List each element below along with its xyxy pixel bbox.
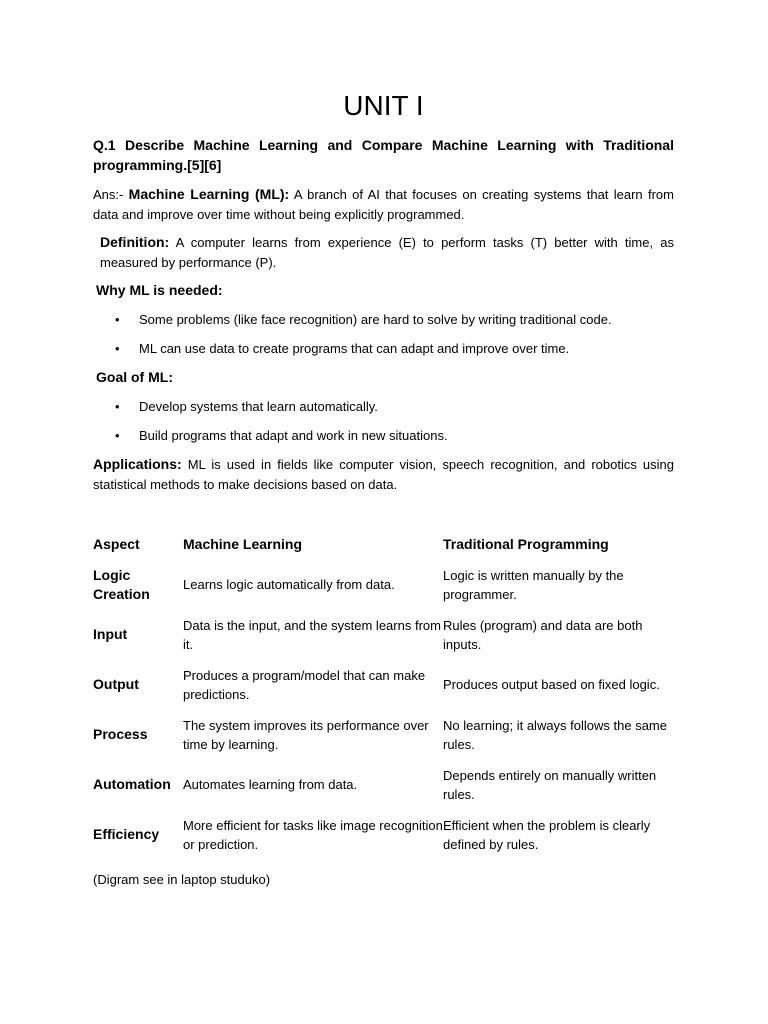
diagram-note: (Digram see in laptop studuko) xyxy=(93,872,271,887)
list-item xyxy=(93,397,674,416)
table-cell-aspect: Logic Creation xyxy=(93,566,150,602)
table-row xyxy=(93,660,674,710)
table-cell-ml: Data is the input, and the system learns from it. xyxy=(183,617,441,652)
table-row xyxy=(93,610,674,660)
bullet-icon: • xyxy=(115,341,120,356)
why-needed-list xyxy=(93,310,674,358)
table-cell-traditional: Rules (program) and data are both inputs. xyxy=(443,617,643,652)
applications-label: Applications: xyxy=(93,456,182,472)
header-machine-learning: Machine Learning xyxy=(183,536,303,553)
list-item-text: Develop systems that learn automatically. xyxy=(139,399,378,414)
list-item-text: ML can use data to create programs that can adapt and improve over time. xyxy=(139,341,570,356)
list-item xyxy=(93,310,674,329)
list-item-text: Some problems (like face recognition) are hard to solve by writing traditional code. xyxy=(139,312,612,327)
definition-text: A computer learns from experience (E) to perform tasks (T) better with time, as measured by performance (P). xyxy=(100,235,674,270)
list-item-text: Build programs that adapt and work in new situations. xyxy=(139,428,448,443)
answer-prefix: Ans:- xyxy=(93,187,129,202)
definition-label: Definition: xyxy=(100,234,170,250)
answer-paragraph xyxy=(93,185,674,224)
list-item xyxy=(93,339,674,358)
table-cell-traditional: Depends entirely on manually written rules. xyxy=(443,767,657,802)
table-cell-ml: More efficient for tasks like image recognition or prediction. xyxy=(183,817,443,852)
question-heading: Q.1 Describe Machine Learning and Compare Machine Learning with Traditional programming.[5][6] xyxy=(93,137,674,173)
table-cell-traditional: No learning; it always follows the same rules. xyxy=(443,717,667,752)
table-cell-traditional: Produces output based on fixed logic. xyxy=(443,677,660,693)
table-cell-aspect: Automation xyxy=(93,776,171,793)
table-header-row xyxy=(93,530,674,560)
table-row xyxy=(93,710,674,760)
table-cell-aspect: Output xyxy=(93,676,139,693)
table-cell-aspect: Process xyxy=(93,726,148,743)
goal-list xyxy=(93,397,674,445)
page-title: UNIT I xyxy=(343,90,424,121)
definition-paragraph xyxy=(93,233,674,272)
table-cell-ml: Learns logic automatically from data. xyxy=(183,577,395,593)
table-row xyxy=(93,560,674,610)
table-cell-traditional: Efficient when the problem is clearly defined by rules. xyxy=(443,817,651,852)
bullet-icon: • xyxy=(115,428,120,443)
table-cell-aspect: Efficiency xyxy=(93,826,160,843)
table-row xyxy=(93,810,674,860)
why-needed-heading: Why ML is needed: xyxy=(96,282,223,298)
applications-paragraph xyxy=(93,455,674,494)
header-traditional-programming: Traditional Programming xyxy=(443,536,609,553)
table-cell-ml: Produces a program/model that can make predictions. xyxy=(183,667,426,702)
table-row xyxy=(93,760,674,810)
applications-text: ML is used in fields like computer vision, speech recognition, and robotics using statistical methods to make decisions based on data. xyxy=(93,457,674,492)
comparison-table xyxy=(93,530,674,860)
header-aspect: Aspect xyxy=(93,536,140,553)
table-cell-traditional: Logic is written manually by the programmer. xyxy=(443,567,624,602)
bullet-icon: • xyxy=(115,312,120,327)
goal-heading: Goal of ML: xyxy=(96,369,173,385)
table-cell-ml: The system improves its performance over time by learning. xyxy=(183,717,429,752)
answer-text: A branch of AI that focuses on creating systems that learn from data and improve over time without being explicitly programmed. xyxy=(93,187,674,222)
list-item xyxy=(93,426,674,445)
table-cell-ml: Automates learning from data. xyxy=(183,777,358,793)
table-cell-aspect: Input xyxy=(93,626,128,643)
document-page xyxy=(93,88,674,889)
bullet-icon: • xyxy=(115,399,120,414)
answer-term: Machine Learning (ML): xyxy=(128,186,290,202)
